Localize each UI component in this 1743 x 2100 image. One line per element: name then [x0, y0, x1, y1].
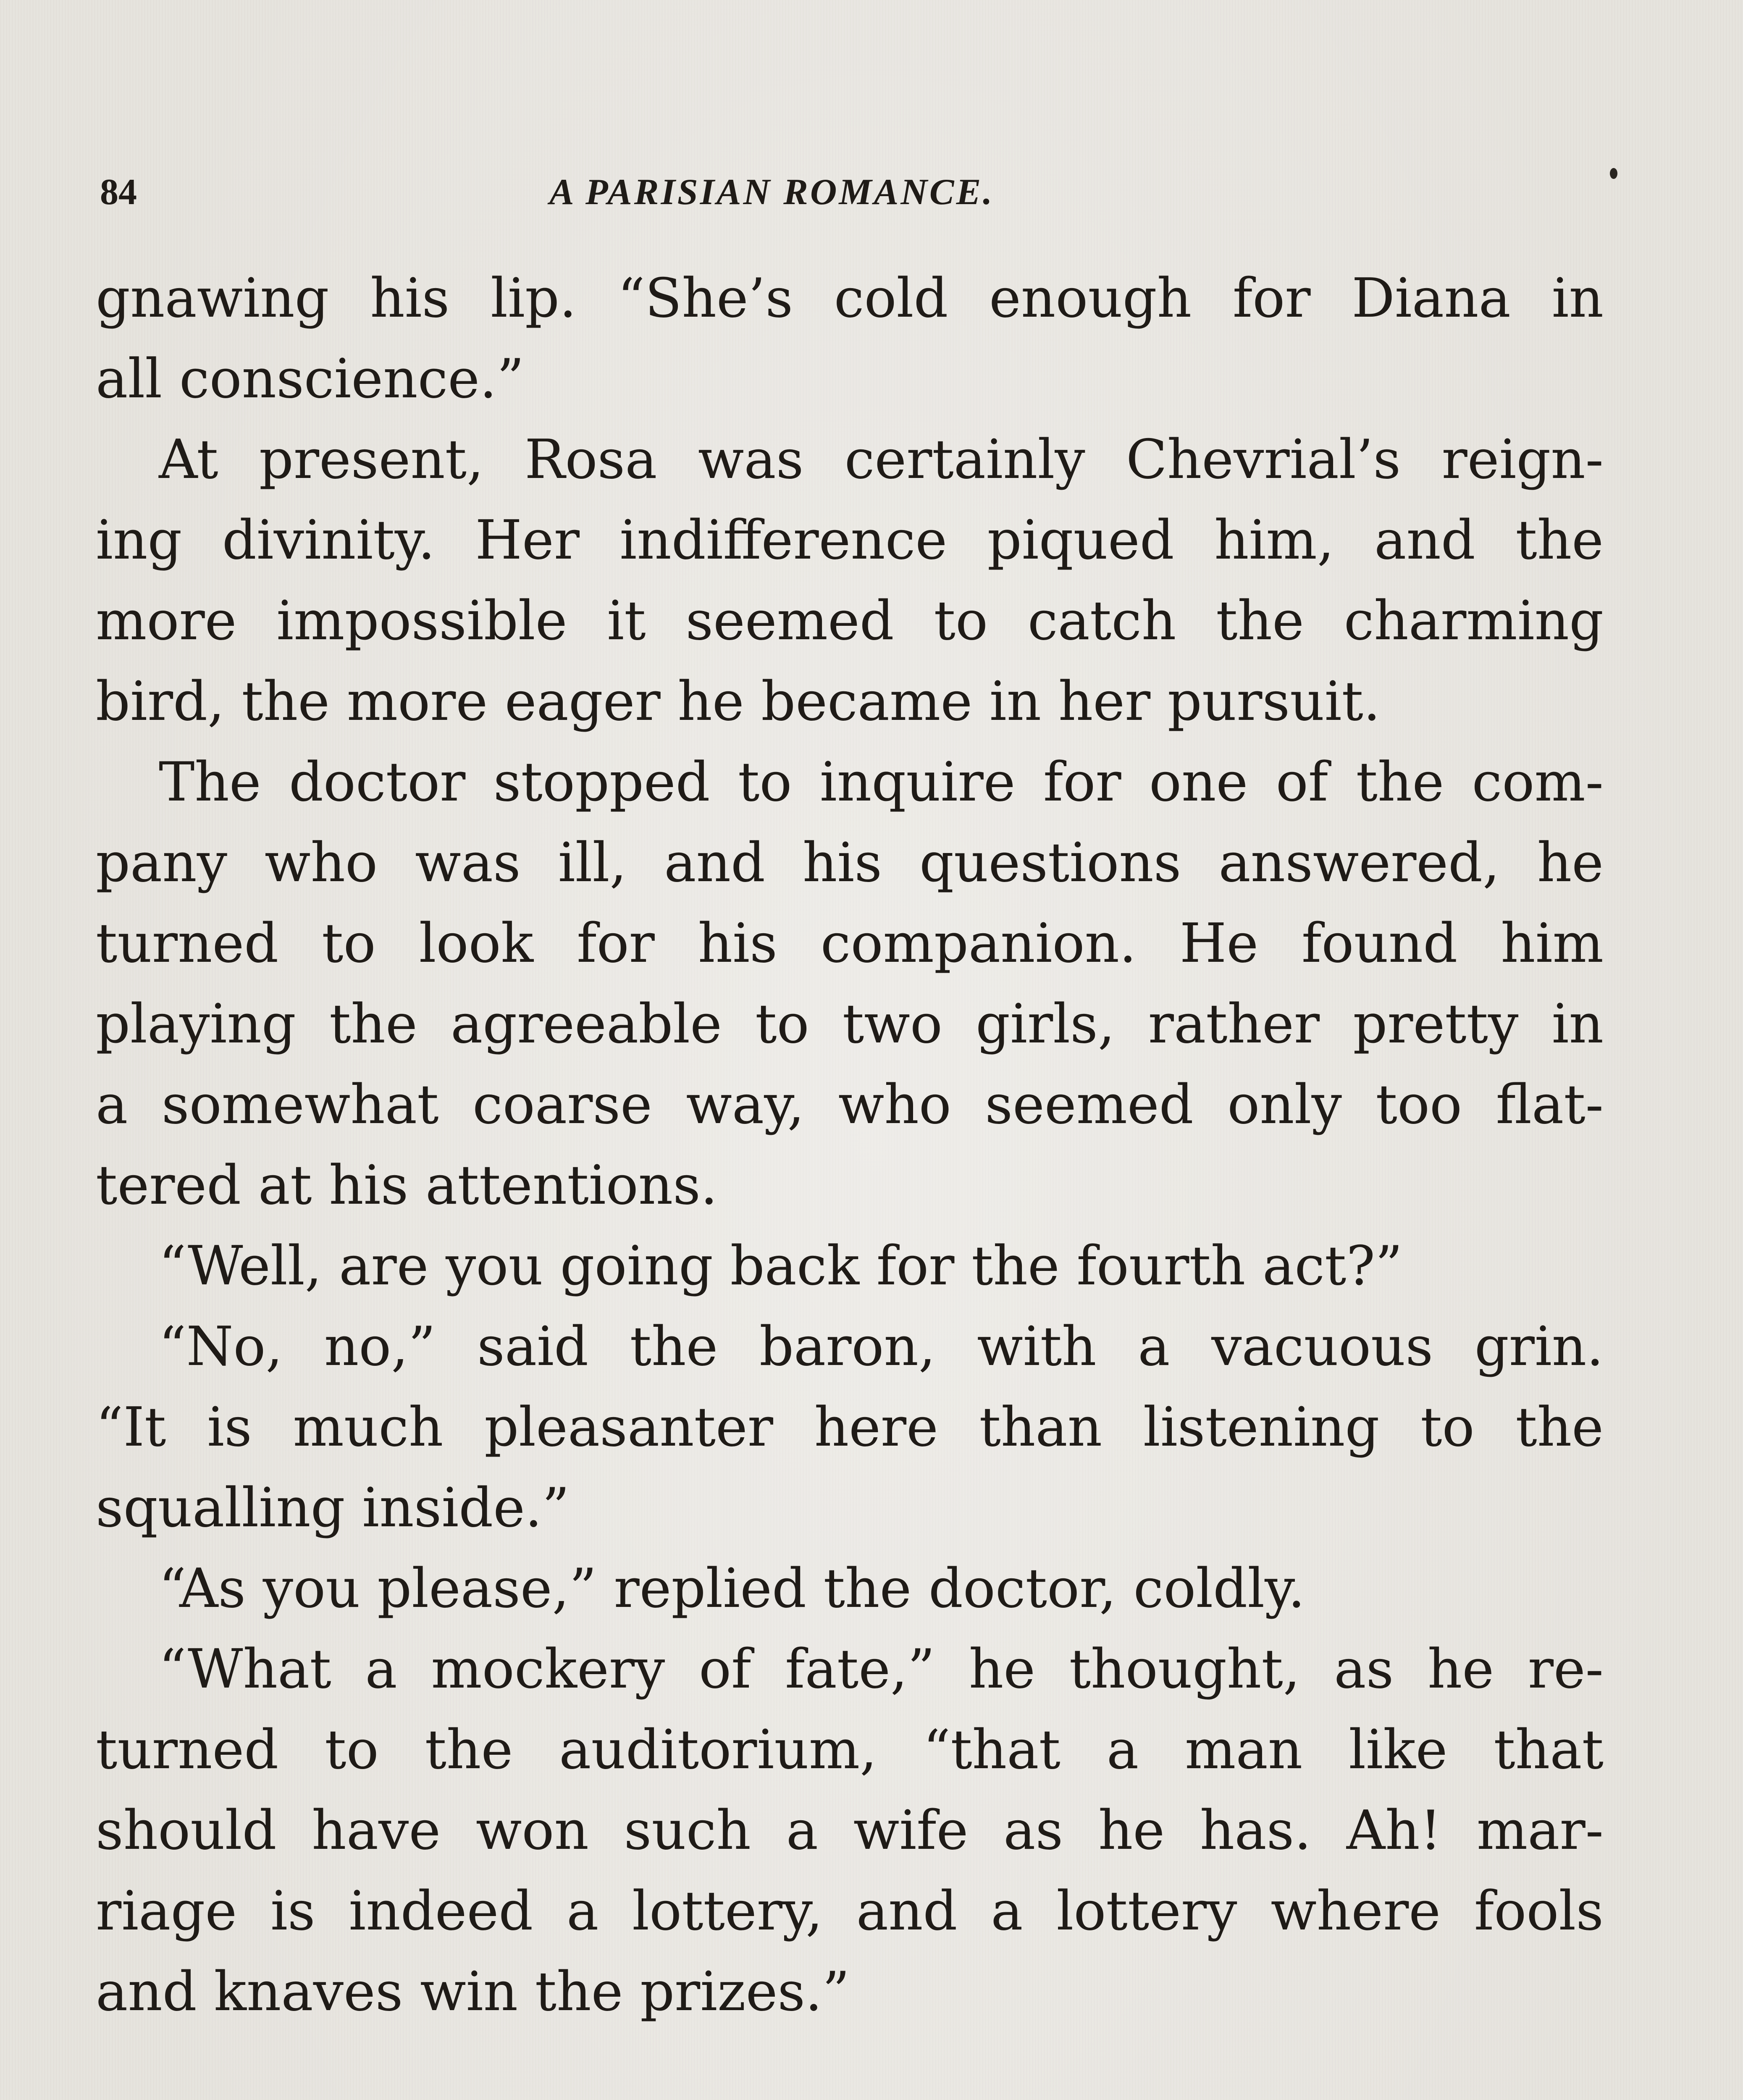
text-line: should have won such a wife as he has. Ah! mar-: [96, 1799, 1604, 1862]
paragraph-first-line: “Well, are you going back for the fourth act?”: [159, 1235, 1403, 1297]
text-line: more impossible it seemed to catch the charming: [96, 590, 1604, 652]
text-line: turned to the auditorium, “that a man like that: [96, 1719, 1604, 1781]
text-line: tered at his attentions.: [96, 1154, 718, 1217]
text-line: a somewhat coarse way, who seemed only too flat-: [96, 1074, 1604, 1136]
text-line: gnawing his lip. “She’s cold enough for Diana in: [96, 267, 1604, 330]
text-line: pany who was ill, and his questions answered, he: [96, 832, 1604, 894]
paragraph-first-line: At present, Rosa was certainly Chevrial’s reign-: [159, 428, 1604, 491]
body-text: [96, 258, 1604, 2032]
paragraph-first-line: “What a mockery of fate,” he thought, as he re-: [159, 1638, 1604, 1701]
text-line: bird, the more eager he became in her pursuit.: [96, 670, 1381, 733]
text-line: playing the agreeable to two girls, rather pretty in: [96, 993, 1604, 1055]
paragraph-first-line: “No, no,” said the baron, with a vacuous grin.: [159, 1315, 1604, 1378]
paragraph-first-line: The doctor stopped to inquire for one of the com-: [159, 751, 1604, 814]
page-header: [100, 168, 1608, 218]
text-line: and knaves win the prizes.”: [96, 1961, 850, 2023]
text-line: ing divinity. Her indifference piqued him, and the: [96, 509, 1604, 572]
text-line: all conscience.”: [96, 348, 525, 410]
page-number: 84: [100, 172, 137, 213]
running-title: A PARISIAN ROMANCE.: [549, 172, 995, 213]
text-line: riage is indeed a lottery, and a lottery where fools: [96, 1880, 1604, 1942]
text-line: “It is much pleasanter here than listening to the: [96, 1396, 1604, 1459]
paragraph-first-line: “As you please,” replied the doctor, coldly.: [159, 1557, 1305, 1620]
text-line: squalling inside.”: [96, 1477, 570, 1539]
ink-speck: [1610, 168, 1617, 179]
text-line: turned to look for his companion. He found him: [96, 912, 1604, 975]
